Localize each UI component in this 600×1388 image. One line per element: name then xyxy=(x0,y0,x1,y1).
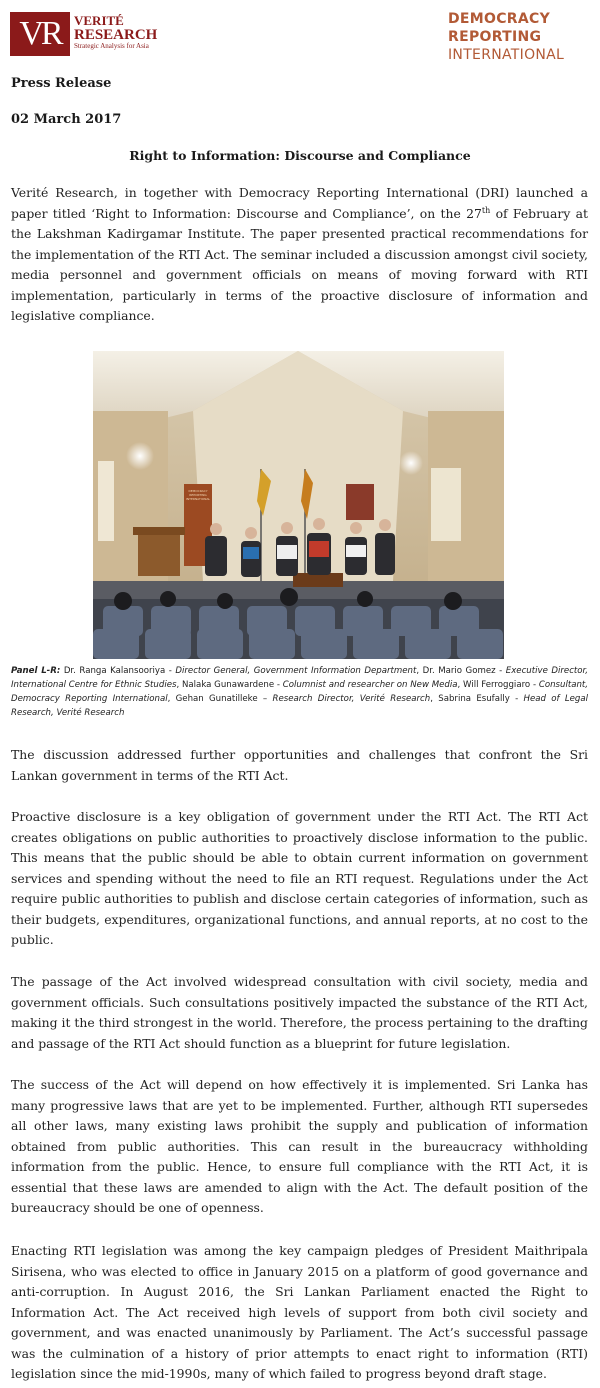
body-paragraph-3: The passage of the Act involved widespread consultation with civil society, media and government officials. Such consultations positively impacted the substance of the RTI Act, making it the third strongest in the world. Therefore, the process pertaining to the drafting and passage of the RTI Act should function as a blueprint for future legislation. xyxy=(11,974,588,1051)
dri-logo xyxy=(448,10,588,64)
body-paragraph-5: Enacting RTI legislation was among the key campaign pledges of President Maithripala Sirisena, who was elected to office in January 2015 on a platform of good governance and anti-corruption. In August 2016, the Sri Lankan Parliament enacted the Right to Information Act. The Act received high levels of support from both civil society and government, and was enacted unanimously by Parliament. The Act’s successful passage was the culmination of a history of prior attempts to enact right to information (RTI) legislation since the mid-1990s, many of which failed to progress beyond draft stage. xyxy=(11,1243,588,1381)
caption-name-1: Dr. Ranga Kalansooriya - xyxy=(60,666,176,676)
caption-role-5: Research Director, Verité Research xyxy=(272,694,431,704)
body-paragraph-1: The discussion addressed further opportunities and challenges that confront the Sri Lankan government in terms of the RTI Act. xyxy=(11,747,588,783)
verite-logo-tagline: Strategic Analysis for Asia xyxy=(74,42,149,50)
caption-name-2: , Dr. Mario Gomez - xyxy=(416,666,506,676)
verite-logo-line1: VERITÉ xyxy=(74,13,124,28)
intro-superscript: th xyxy=(481,205,491,215)
dri-logo-line2: REPORTING xyxy=(448,29,542,45)
doc-label: Press Release xyxy=(11,76,112,91)
caption-role-2: Executive Director, International Centre for Ethnic Studies xyxy=(11,666,589,690)
caption-lead: Panel L-R: xyxy=(11,666,61,676)
doc-date: 02 March 2017 xyxy=(11,112,122,127)
verite-logo-line2: RESEARCH xyxy=(74,27,158,43)
seminar-photo xyxy=(93,351,504,659)
photo-caption xyxy=(11,664,588,720)
caption-role-1: Director General, Government Information Department xyxy=(175,666,417,676)
intro-text-a: Verité Research, in together with Democracy Reporting International (DRI) launched a paper titled ‘Right to Information: Discourse and Compliance’, on the 27 xyxy=(11,185,588,221)
body-paragraph-2: Proactive disclosure is a key obligation of government under the RTI Act. The RTI Act creates obligations on public authorities to proactively disclose information to the public. This means that the public should be able to obtain current information on government services and spending without the need to file an RTI request. Regulations under the Act require public authorities to publish and disclose certain categories of information, such as their budgets, expenditures, organizational functions, and annual reports, at no cost to the public. xyxy=(11,809,588,947)
page-header xyxy=(0,0,600,70)
caption-role-4: Consultant, Democracy Reporting International xyxy=(11,680,589,704)
caption-role-6: Head of Legal Research, Verité Research xyxy=(11,694,589,718)
body-paragraph-4: The success of the Act will depend on how effectively it is implemented. Sri Lanka has many progressive laws that are yet to be implemented. Further, although RTI supersedes all other laws, many existing laws prohibit the supply and publication of information obtained from public authorities. This can result in the bureaucracy withholding information from the public. Hence, to ensure full compliance with the RTI Act, it is essential that these laws are amended to align with the Act. The default position of the bureaucracy should be one of openness. xyxy=(11,1077,588,1215)
dri-logo-line1: DEMOCRACY xyxy=(448,11,551,27)
caption-name-6: , Sabrina Esufally - xyxy=(430,694,524,704)
intro-text-b: of February at the Lakshman Kadirgamar Institute. The paper presented practical recommendations for the implementation of the RTI Act. The seminar included a discussion amongst civil society, media personnel and government officials on means of moving forward with RTI implementation, particularly in terms of the proactive disclosure of information and legislative compliance. xyxy=(11,205,588,323)
dri-logo-line3: INTERNATIONAL xyxy=(448,47,565,63)
verite-logo-mark: VR xyxy=(10,12,70,56)
caption-name-5: , Gehan Gunatilleke – xyxy=(167,694,273,704)
seminar-photo-drawing xyxy=(93,351,504,659)
verite-research-logo xyxy=(10,12,158,58)
photo-banner-text: DEMOCRACY REPORTING INTERNATIONAL xyxy=(186,489,211,501)
caption-name-4: , Will Ferroggiaro - xyxy=(457,680,539,690)
caption-role-3: Columnist and researcher on New Media xyxy=(282,680,458,690)
verite-logo-text xyxy=(74,14,157,50)
intro-paragraph xyxy=(11,183,588,327)
caption-name-3: , Nalaka Gunawardene - xyxy=(176,680,283,690)
doc-title: Right to Information: Discourse and Compliance xyxy=(129,148,471,163)
